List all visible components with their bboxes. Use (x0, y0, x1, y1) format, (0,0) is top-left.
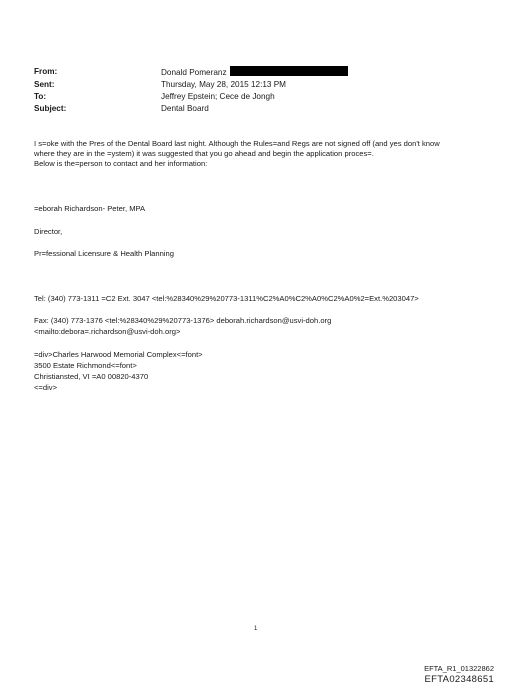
sent-value: Thursday, May 28, 2015 12:13 PM (161, 80, 287, 89)
message-paragraph (34, 139, 484, 169)
to-row (34, 91, 474, 103)
from-value: Donald Pomeranz (161, 68, 227, 77)
fax-line: Fax: (340) 773-1376 <tel:%28340%29%20773-1376> deborah.richardson@usvi-doh.org (34, 316, 332, 325)
paragraph-line: I s=oke with the Pres of the Dental Board last night. Although the Rules=and Regs are not signed off (and yes don't know (34, 139, 440, 148)
address-line: 3500 Estate Richmond<=font> (34, 361, 137, 370)
from-row (34, 66, 474, 79)
subject-label: Subject: (34, 104, 67, 113)
to-label: To: (34, 92, 47, 101)
footer-ref-secondary: EFTA02348651 (424, 674, 494, 685)
email-header (34, 66, 474, 115)
contact-address (34, 349, 494, 393)
to-value: Jeffrey Epstein; Cece de Jongh (161, 92, 275, 101)
address-line: =div>Charles Harwood Memorial Complex<=font> (34, 350, 203, 359)
contact-title: Director, (34, 227, 63, 236)
from-value-wrap (161, 66, 474, 79)
page-number: 1 (254, 626, 258, 632)
contact-name: =eborah Richardson- Peter, MPA (34, 204, 146, 213)
contact-tel: Tel: (340) 773-1311 =C2 Ext. 3047 <tel:%28340%29%20773-1311%C2%A0%C2%A0%C2%A0%2=Ext.%203047> (34, 294, 419, 303)
sent-label: Sent: (34, 80, 55, 89)
from-label: From: (34, 67, 58, 76)
mailto-line: <mailto:debora=.richardson@usvi-doh.org> (34, 327, 181, 336)
paragraph-line: Below is the=person to contact and her information: (34, 159, 208, 168)
address-line: Christiansted, VI =A0 00820-4370 (34, 372, 149, 381)
subject-value: Dental Board (161, 104, 209, 113)
paragraph-line: where they are in the =ystem) it was suggested that you go ahead and begin the application proces=. (34, 149, 374, 158)
contact-fax (34, 315, 494, 337)
contact-department: Pr=fessional Licensure & Health Planning (34, 249, 174, 258)
sent-row (34, 79, 474, 91)
redaction-bar (230, 66, 348, 76)
address-line: <=div> (34, 383, 58, 392)
subject-row (34, 103, 474, 115)
footer-ref-primary: EFTA_R1_01322862 (424, 664, 494, 673)
